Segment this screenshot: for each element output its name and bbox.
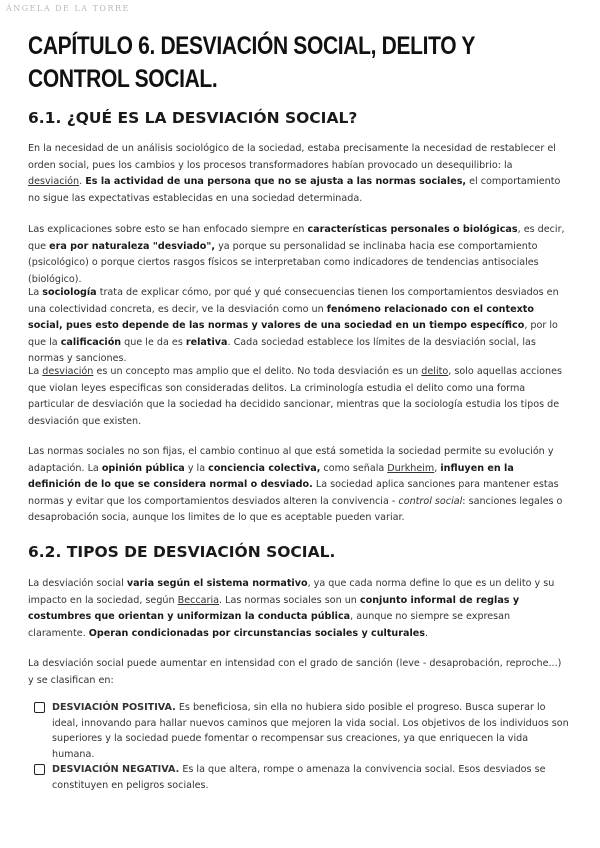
text-run: La desviación social <box>28 578 127 589</box>
bold-run: fenómeno relacionado con el contexto social, pues esto depende de las normas y valores de una sociedad en un tiempo específico <box>28 303 534 331</box>
bold-run: opinión pública <box>101 462 185 474</box>
bold-run: Es la actividad de una persona que no se ajusta a las normas sociales, <box>85 176 467 187</box>
italic-run: control social <box>398 495 463 507</box>
paragraph-crime <box>28 364 568 430</box>
author-watermark: ÁNGELA DE LA TORRE <box>6 4 130 13</box>
text-run: , ya que cada norma define lo que es un delito y su impacto en la sociedad, según <box>28 578 555 606</box>
term-beccaria: Beccaria <box>177 594 220 606</box>
bold-run: conciencia colectiva, <box>208 462 321 474</box>
term-desviacion: desviación <box>42 366 94 377</box>
list-item <box>34 762 570 793</box>
text-run: Las normas sociales no son fijas, el cambio continuo al que está sometida la sociedad permite su evolución y adaptación. La <box>28 446 554 474</box>
term-durkheim: Durkheim <box>387 462 435 474</box>
bold-run: era por naturaleza "desviado", <box>49 240 216 252</box>
item-text: Es la que altera, rompe o amenaza la convivencia social. Esos desviados se constituyen en peligros sociales. <box>52 764 546 791</box>
text-run: En la necesidad de un análisis sociológico de la sociedad, estaba precisamente la necesidad de restablecer el orden social, pues los cambios y los procesos transformadores habían provocado un desequilibrio: la <box>28 143 556 171</box>
item-label: DESVIACIÓN NEGATIVA. <box>52 764 180 775</box>
text-run: . Las normas sociales son un <box>219 594 360 606</box>
paragraph-norms <box>28 444 568 527</box>
text-run: , es decir, que <box>28 224 565 252</box>
text-run: y la <box>184 462 209 474</box>
text-run: , por lo que la <box>28 320 558 348</box>
bold-run: calificación <box>60 336 122 348</box>
text-run: trata de explicar cómo, por qué y qué consecuencias tienen los comportamientos desviados en una colectividad concreta, es decir, ve la desviación como un <box>28 287 559 315</box>
text-run: , aunque no siempre se expresan claramente. <box>28 611 511 639</box>
text-run: como señala <box>320 462 388 474</box>
bold-run: características personales o biológicas <box>307 224 518 235</box>
text-run: La <box>28 287 43 298</box>
section-heading-6-2: 6.2. TIPOS DE DESVIACIÓN SOCIAL. <box>28 543 336 561</box>
item-label: DESVIACIÓN POSITIVA. <box>52 702 176 713</box>
text-run: : sanciones legales o desaprobación socia, aunque los limites de lo que es aceptable pueden variar. <box>28 495 563 523</box>
term-delito: delito <box>421 366 449 377</box>
paragraph-sociology <box>28 285 568 368</box>
bold-run: conjunto informal de reglas y costumbres que orientan y uniformizan la conducta pública <box>28 594 520 622</box>
bold-run: relativa <box>185 336 228 348</box>
text-run: el comportamiento no sigue las expectativas establecidas en una sociedad determinada. <box>28 176 561 204</box>
paragraph-explanations <box>28 222 568 288</box>
section-heading-6-1: 6.1. ¿QUÉ ES LA DESVIACIÓN SOCIAL? <box>28 109 358 127</box>
bold-run: sociología <box>42 287 97 298</box>
deviation-types-list <box>34 700 570 793</box>
bold-run: Operan condicionadas por circunstancias sociales y culturales <box>88 627 425 639</box>
item-text: Es beneficiosa, sin ella no hubiera sido posible el progreso. Busca superar lo ideal, innovando para hallar nuevos caminos que mejoren la vida social. Los objetivos de los individuos son superiores y la sociedad puede fomentar o recompensar sus creaciones, ya que enriquecen la vida humana. <box>52 702 569 760</box>
bold-run: influyen en la definición de lo que se considera normal o desviado. <box>28 462 514 490</box>
text-run: , solo aquellas acciones que violan leyes especificas son consideradas delitos. La criminología estudia el delito como una forma particular de desviación que la sociedad ha decidido sancionar, mientras que la sociología estudia los tipos de desviación que existen. <box>28 366 562 427</box>
text-run: . <box>79 176 86 187</box>
text-run: . Cada sociedad establece los límites de la desviación social, las normas y sanciones. <box>28 336 536 364</box>
text-run: Las explicaciones sobre esto se han enfocado siempre en <box>28 224 308 235</box>
text-run: La <box>28 366 43 377</box>
text-run: , <box>434 462 441 474</box>
checkbox-icon[interactable] <box>34 764 45 775</box>
text-run: es un concepto mas amplio que el delito. No toda desviación es un <box>93 366 422 377</box>
checkbox-icon[interactable] <box>34 702 45 713</box>
bold-run: varia según el sistema normativo <box>126 578 308 589</box>
text-run: La sociedad aplica sanciones para mantener estas normas y evitar que los comportamientos desviados alteren la convivencia - <box>28 479 559 507</box>
chapter-title: CAPÍTULO 6. DESVIACIÓN SOCIAL, DELITO Y CONTROL SOCIAL. <box>28 32 475 93</box>
text-run: que le da es <box>121 336 186 348</box>
paragraph-classification: La desviación social puede aumentar en intensidad con el grado de sanción (leve - desaprobación, reproche...) y se clasifican en: <box>28 658 562 686</box>
text-run: ya porque su personalidad se inclinaba hacia ese comportamiento (psicológico) o porque ciertos rasgos físicos se interpretaban como indicadores de tendencias antisociales (biológico). <box>28 240 539 285</box>
term-desviacion: desviación <box>28 176 80 187</box>
list-item <box>34 700 570 762</box>
paragraph-definition <box>28 141 568 207</box>
text-run: . <box>424 627 429 639</box>
paragraph-types <box>28 576 568 642</box>
